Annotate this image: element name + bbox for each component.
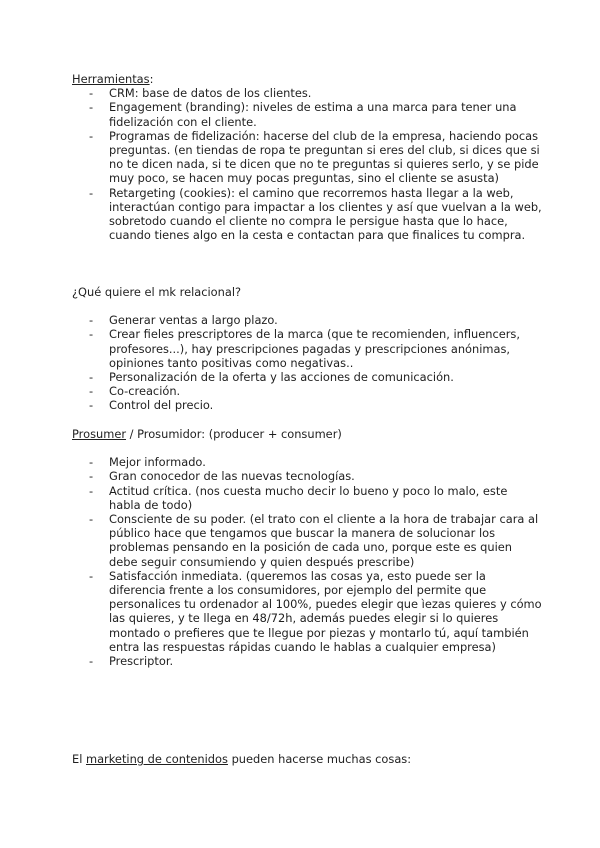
list-item: - Prescriptor. [72, 654, 542, 668]
heading-rest: / Prosumidor: (producer + consumer) [126, 427, 342, 441]
bullet-list [72, 455, 542, 668]
heading-underlined: Herramientas [72, 72, 150, 86]
section-heading [72, 752, 542, 766]
section-marketing-contenidos [72, 752, 542, 766]
heading-underlined: Prosumer [72, 427, 127, 441]
list-item: - Engagement (branding): niveles de estima a una marca para tener una fidelización con el cliente. [72, 100, 542, 128]
section-prosumer [72, 427, 542, 668]
bullet-list [72, 86, 542, 242]
list-item: - Retargeting (cookies): el camino que recorremos hasta llegar a la web, interactúan contigo para impactar a los clientes y así que vuelvan a la web, sobretodo cuando el cliente no compra le persigue hasta que lo hace, cuando tienes algo en la cesta e contactan para que finalices tu compra. [72, 186, 542, 243]
heading-underlined: marketing de contenidos [85, 752, 228, 766]
list-item: - Co-creación. [72, 384, 542, 398]
section-heading: ¿Qué quiere el mk relacional? [72, 285, 242, 299]
list-item: - CRM: base de datos de los clientes. [72, 86, 542, 100]
list-item: - Generar ventas a largo plazo. [72, 313, 542, 327]
section-heading [72, 427, 542, 441]
section-mk-relacional [72, 285, 542, 413]
heading-suffix: : [149, 72, 154, 86]
heading-suffix: pueden hacerse muchas cosas: [227, 752, 412, 766]
list-item: - Satisfacción inmediata. (queremos las cosas ya, esto puede ser la diferencia frente a los consumidores, por ejemplo del permite que personalices tu ordenador al 100%, puedes elegir que ìezas quieres y cómo las quieres, y te llega en 48/72h, además puedes elegir si lo quieres montado o prefieres que te llegue por piezas y montarlo tú, aquí también entra las respuestas rápidas cuando le hablas a cualquier empresa) [72, 569, 542, 654]
list-item: - Gran conocedor de las nuevas tecnologías. [72, 469, 542, 483]
bullet-list [72, 313, 542, 412]
list-item: - Programas de fidelización: hacerse del club de la empresa, haciendo pocas preguntas. (en tiendas de ropa te preguntan si eres del club, si dices que si no te dicen nada, si te dicen que no te preguntas si quieres serlo, y se pide muy poco, se hacen muy pocas preguntas, sino el cliente se asusta) [72, 129, 542, 186]
list-item: - Personalización de la oferta y las acciones de comunicación. [72, 370, 542, 384]
heading-prefix: El [72, 752, 86, 766]
list-item: - Mejor informado. [72, 455, 542, 469]
list-item: - Consciente de su poder. (el trato con el cliente a la hora de trabajar cara al público hace que tengamos que buscar la manera de solucionar los problemas pensando en la posición de cada uno, porque este es quien debe seguir consumiendo y quien después prescribe) [72, 512, 542, 569]
section-heading [72, 72, 542, 86]
list-item: - Control del precio. [72, 398, 542, 412]
list-item: - Actitud crítica. (nos cuesta mucho decir lo bueno y poco lo malo, este habla de todo) [72, 484, 542, 512]
section-herramientas [72, 72, 542, 242]
list-item: - Crear fieles prescriptores de la marca (que te recomienden, influencers, profesores...), hay prescripciones pagadas y prescripciones anónimas, opiniones tanto positivas como negativas.. [72, 327, 542, 370]
